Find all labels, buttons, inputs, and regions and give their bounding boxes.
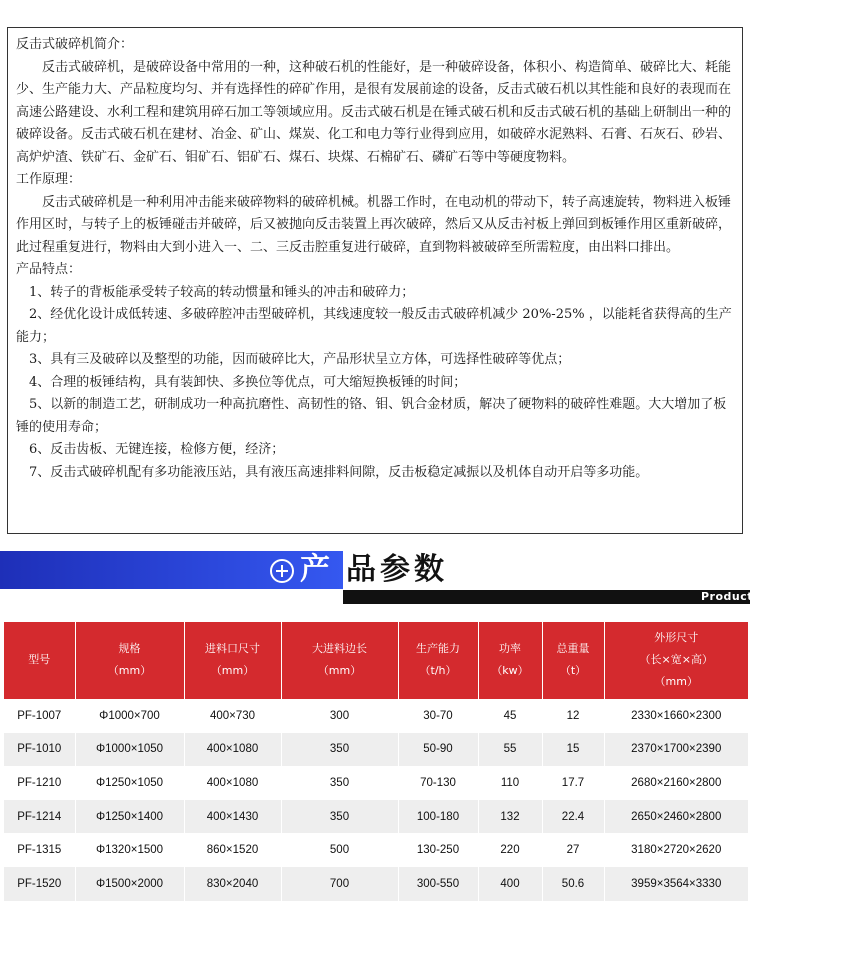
cell-weight: 12: [542, 699, 604, 733]
header-model: 型号: [4, 622, 75, 699]
table-row: [4, 833, 748, 867]
cell-capacity: 100-180: [398, 800, 478, 834]
cell-feed-opening: 400×1080: [184, 766, 281, 800]
cell-spec: Φ1500×2000: [75, 867, 184, 901]
header-weight: 总重量 （t）: [542, 622, 604, 699]
feature-item: 4、合理的板锤结构，具有装卸快、多换位等优点，可大缩短换板锤的时间；: [29, 374, 467, 390]
cell-capacity: 300-550: [398, 867, 478, 901]
cell-capacity: 70-130: [398, 766, 478, 800]
cell-max-feed: 500: [281, 833, 398, 867]
cell-dimensions: 2330×1660×2300: [604, 699, 748, 733]
banner-subtitle: Product parameters: [701, 590, 835, 603]
table-row: [4, 766, 748, 800]
cell-power: 45: [478, 699, 542, 733]
cell-power: 110: [478, 766, 542, 800]
features-heading: 产品特点：: [16, 262, 82, 277]
header-dimensions: 外形尺寸 （长×宽×高） （mm）: [604, 622, 748, 699]
cell-model: PF-1010: [4, 733, 75, 767]
cell-model: PF-1210: [4, 766, 75, 800]
cell-feed-opening: 400×730: [184, 699, 281, 733]
cell-max-feed: 350: [281, 733, 398, 767]
feature-item: 2、经优化设计成低转速、多破碎腔冲击型破碎机，其线速度较一般反击式破碎机减少 20%-25% ，以能耗省获得高的生产能力；: [16, 307, 732, 345]
intro-paragraph: 反击式破碎机，是破碎设备中常用的一种，这种破石机的性能好，是一种破碎设备，体积小、构造简单、破碎比大、耗能少、生产能力大、产品粒度均匀、并有选择性的碎矿作用，是很有发展前途的设备，反击式破石机以其性能和良好的表现而在高速公路建设、水利工程和建筑用碎石加工等领域应用。反击式破石机是在锤式破石机和反击式破石机的基础上研制出一种的破碎设备。反击式破石机在建材、冶金、矿山、煤炭、化工和电力等行业得到应用，如破碎水泥熟料、石膏、石灰石、砂岩、高炉炉渣、铁矿石、金矿石、钼矿石、铝矿石、煤石、块煤、石棉矿石、磷矿石等中等硬度物料。: [16, 59, 732, 165]
feature-item: 7、反击式破碎机配有多功能液压站，具有液压高速排料间隙，反击板稳定减振以及机体自动开启等多功能。: [29, 464, 649, 480]
header-max-feed: 大进料边长 （mm）: [281, 622, 398, 699]
cell-weight: 50.6: [542, 867, 604, 901]
product-parameters-banner: [0, 551, 865, 609]
cell-max-feed: 300: [281, 699, 398, 733]
cell-max-feed: 350: [281, 800, 398, 834]
cell-dimensions: 2650×2460×2800: [604, 800, 748, 834]
cell-feed-opening: 860×1520: [184, 833, 281, 867]
cell-power: 220: [478, 833, 542, 867]
cell-spec: Φ1250×1400: [75, 800, 184, 834]
cell-power: 400: [478, 867, 542, 901]
table-row: [4, 699, 748, 733]
cell-max-feed: 700: [281, 867, 398, 901]
cell-weight: 17.7: [542, 766, 604, 800]
header-spec: 规格 （mm）: [75, 622, 184, 699]
banner-title-part1: 产: [300, 552, 330, 587]
cell-weight: 27: [542, 833, 604, 867]
cell-capacity: 50-90: [398, 733, 478, 767]
arrow-left-icon: ◄: [857, 591, 865, 602]
cell-feed-opening: 830×2040: [184, 867, 281, 901]
cell-spec: Φ1000×1050: [75, 733, 184, 767]
principle-heading: 工作原理：: [16, 172, 82, 187]
table-header-row: [4, 622, 748, 699]
cell-dimensions: 3959×3564×3330: [604, 867, 748, 901]
header-feed-opening: 进料口尺寸 （mm）: [184, 622, 281, 699]
feature-item: 1、转子的背板能承受转子较高的转动惯量和锤头的冲击和破碎力；: [29, 284, 415, 300]
cell-spec: Φ1000×700: [75, 699, 184, 733]
cell-model: PF-1007: [4, 699, 75, 733]
cell-weight: 22.4: [542, 800, 604, 834]
cell-max-feed: 350: [281, 766, 398, 800]
cell-model: PF-1315: [4, 833, 75, 867]
cell-spec: Φ1320×1500: [75, 833, 184, 867]
header-capacity: 生产能力 （t/h）: [398, 622, 478, 699]
banner-black-bar: [343, 590, 865, 604]
cell-model: PF-1214: [4, 800, 75, 834]
cell-feed-opening: 400×1080: [184, 733, 281, 767]
cell-spec: Φ1250×1050: [75, 766, 184, 800]
feature-item: 3、具有三及破碎以及整型的功能，因而破碎比大，产品形状呈立方体，可选择性破碎等优点；: [29, 352, 571, 367]
table-row: [4, 800, 748, 834]
parameters-table: [4, 622, 748, 901]
banner-blue-bar: [0, 551, 343, 589]
cell-capacity: 130-250: [398, 833, 478, 867]
intro-section: [7, 27, 743, 534]
cell-dimensions: 2680×2160×2800: [604, 766, 748, 800]
cell-capacity: 30-70: [398, 699, 478, 733]
feature-item: 6、反击齿板、无键连接，检修方便，经济；: [29, 442, 285, 457]
cell-feed-opening: 400×1430: [184, 800, 281, 834]
table-row: [4, 867, 748, 901]
banner-title-part2: 品参数: [346, 552, 448, 587]
cell-weight: 15: [542, 733, 604, 767]
banner-subtitle-strip: [0, 589, 865, 605]
cell-dimensions: 2370×1700×2390: [604, 733, 748, 767]
cell-model: PF-1520: [4, 867, 75, 901]
cell-power: 55: [478, 733, 542, 767]
principle-paragraph: 反击式破碎机是一种利用冲击能来破碎物料的破碎机械。机器工作时，在电动机的带动下，转子高速旋转，物料进入板锤作用区时，与转子上的板锤碰击并破碎，后又被抛向反击装置上再次破碎，然后又从反击衬板上弹回到板锤作用区重新破碎，此过程重复进行，物料由大到小进入一、二、三反击腔重复进行破碎，直到物料被破碎至所需粒度，由出料口排出。: [16, 194, 732, 255]
table-row: [4, 733, 748, 767]
cell-dimensions: 3180×2720×2620: [604, 833, 748, 867]
cell-power: 132: [478, 800, 542, 834]
header-power: 功率 （kw）: [478, 622, 542, 699]
feature-item: 5、以新的制造工艺，研制成功一种高抗磨性、高韧性的铬、钼、钒合金材质，解决了硬物料的破碎性难题。大大增加了板锤的使用寿命；: [16, 397, 727, 435]
plus-circle-icon: [270, 559, 294, 583]
intro-heading: 反击式破碎机简介：: [16, 37, 134, 52]
